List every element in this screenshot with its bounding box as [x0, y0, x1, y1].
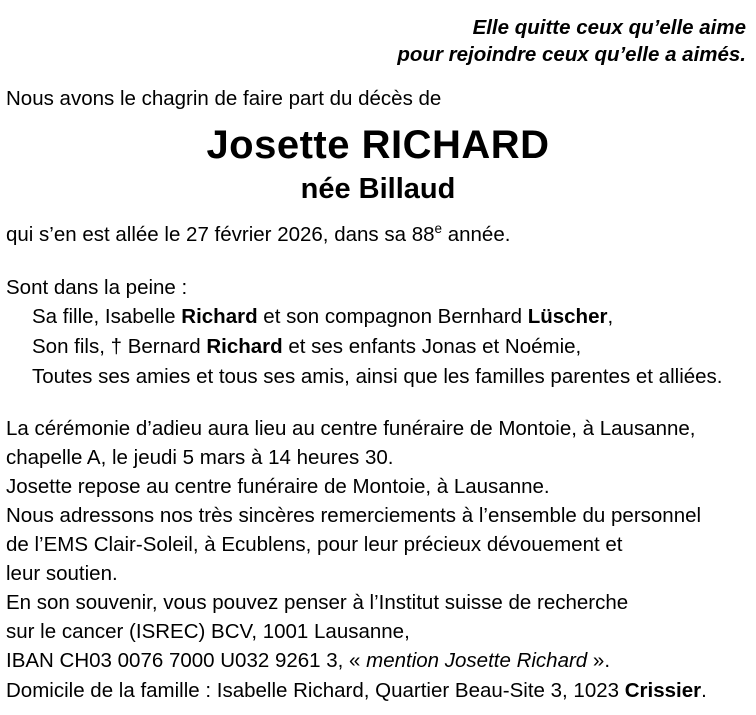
text-run: Domicile de la famille : Isabelle Richard, Quartier Beau-Site 3, 1023 [6, 678, 625, 702]
mourners-intro: Sont dans la peine : [6, 275, 188, 299]
emphasis-bold: Richard [206, 335, 283, 359]
detail-line [6, 646, 750, 675]
ceremony-details [6, 414, 750, 705]
text-run: , [607, 305, 614, 329]
text-run: Sa fille, Isabelle [32, 305, 182, 329]
text-run: et son compagnon Bernhard [257, 305, 528, 329]
text-run: Nous adressons nos très sincères remerciements à l’ensemble du personnel [6, 503, 702, 527]
emphasis-bold: Richard [181, 305, 258, 329]
text-run: En son souvenir, vous pouvez penser à l’Institut suisse de recherche [6, 591, 629, 615]
detail-line [6, 617, 750, 646]
text-run: IBAN CH03 0076 7000 U032 9261 3, « [6, 649, 367, 673]
deceased-name: Josette RICHARD [206, 123, 550, 168]
list-item [6, 362, 750, 392]
list-item [6, 332, 750, 362]
death-date-text: qui s’en est allée le 27 février 2026, dans sa 88 [6, 222, 435, 246]
detail-line [6, 588, 750, 617]
text-run: de l’EMS Clair-Soleil, à Ecublens, pour leur précieux dévouement et [6, 532, 623, 556]
mourners-list [6, 302, 750, 391]
mourners-section [6, 273, 750, 392]
death-age-ordinal: e [434, 221, 443, 237]
text-run: leur soutien. [6, 562, 118, 586]
text-run: . [701, 678, 707, 702]
death-date-line [6, 221, 750, 249]
deceased-name-block [6, 122, 750, 207]
epitaph-line-2: pour rejoindre ceux qu’elle a aimés. [397, 43, 746, 67]
epitaph [6, 14, 750, 69]
text-run: chapelle A, le jeudi 5 mars à 14 heures 30. [6, 445, 394, 469]
text-run: ». [587, 649, 611, 673]
announcement-lead: Nous avons le chagrin de faire part du décès de [6, 86, 442, 110]
detail-line [6, 443, 750, 472]
text-run: Josette repose au centre funéraire de Montoie, à Lausanne. [6, 474, 550, 498]
epitaph-line-1: Elle quitte ceux qu’elle aime [472, 16, 746, 39]
detail-line [6, 559, 750, 588]
death-date-suffix: année. [442, 222, 511, 246]
emphasis-italic: mention Josette Richard [366, 649, 588, 673]
emphasis-bold: Crissier [624, 678, 702, 702]
text-run: Toutes ses amies et tous ses amis, ainsi que les familles parentes et alliées. [32, 364, 723, 388]
detail-line [6, 414, 750, 443]
detail-line [6, 501, 750, 530]
detail-line [6, 676, 750, 705]
detail-line [6, 530, 750, 559]
text-run: Son fils, † Bernard [32, 335, 207, 359]
deceased-maiden-name: née Billaud [300, 173, 456, 206]
text-run: La cérémonie d’adieu aura lieu au centre funéraire de Montoie, à Lausanne, [6, 416, 696, 440]
text-run: sur le cancer (ISREC) BCV, 1001 Lausanne, [6, 620, 410, 644]
list-item [6, 302, 750, 332]
detail-line [6, 472, 750, 501]
emphasis-bold: Lüscher [527, 305, 608, 329]
text-run: et ses enfants Jonas et Noémie, [282, 335, 582, 359]
